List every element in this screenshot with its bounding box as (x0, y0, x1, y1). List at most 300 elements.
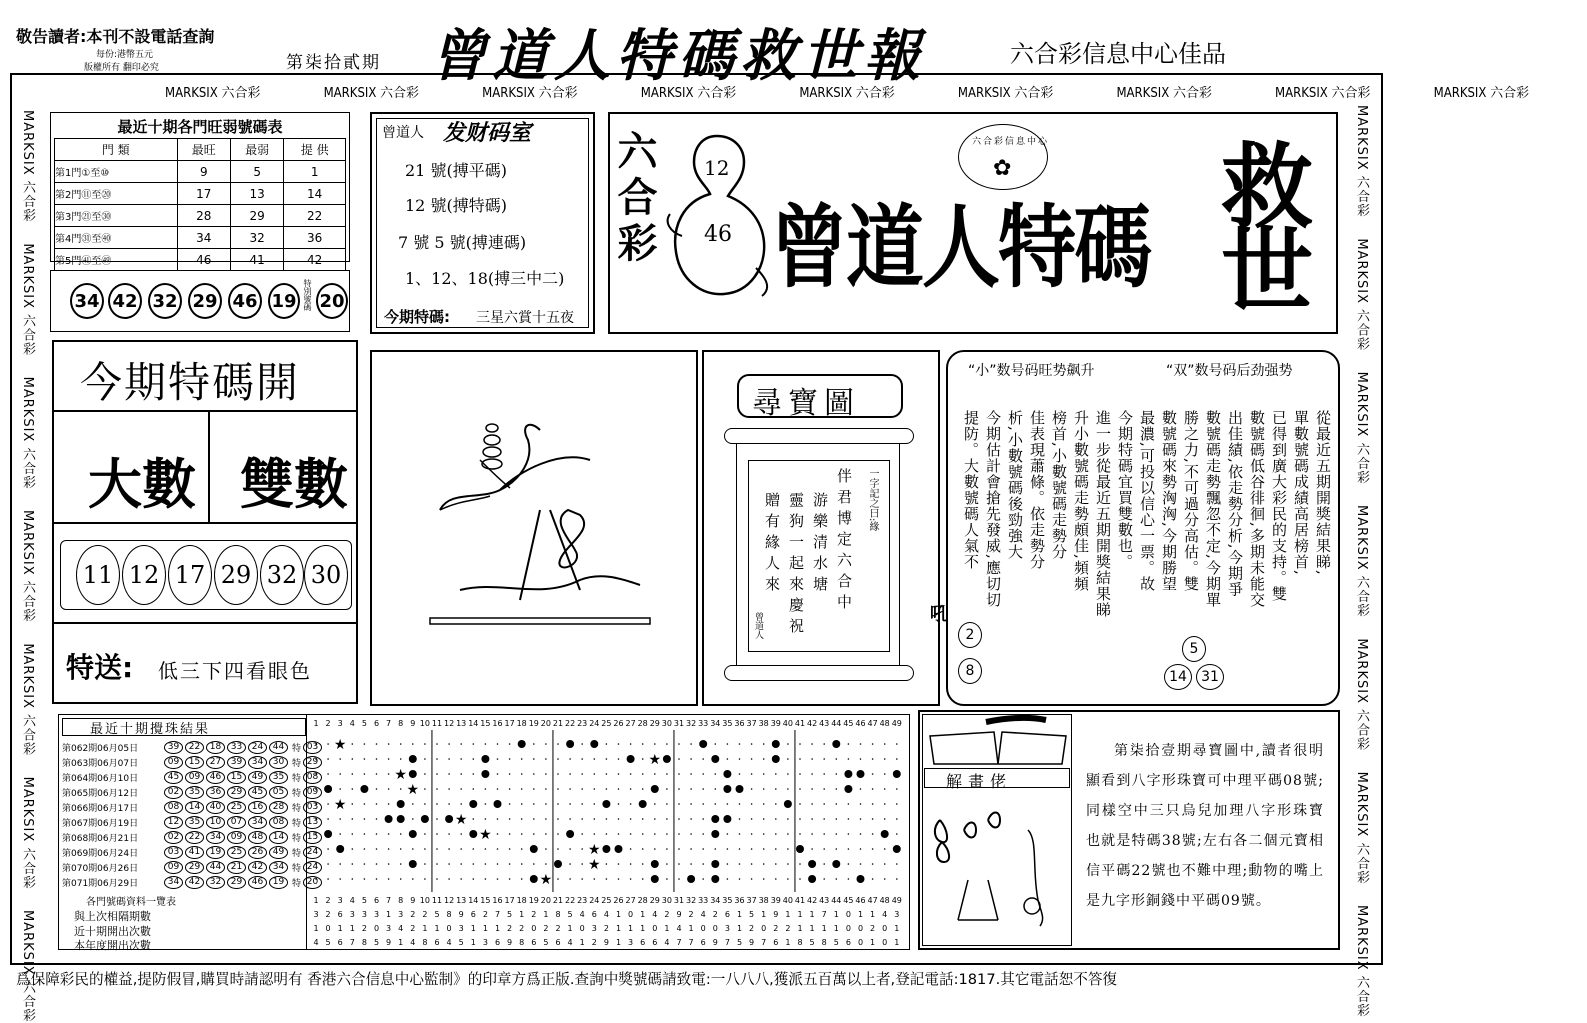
grid-column-number: 44 (831, 896, 842, 905)
footer-stat-value: 2 (507, 924, 513, 933)
stats-table-box (50, 112, 350, 267)
grid-column-number: 43 (819, 719, 830, 728)
drawn-number-dot (409, 860, 417, 868)
grid-column-number: 4 (349, 896, 355, 905)
results-footer-label: 與上次相隔期數 (74, 910, 151, 923)
draw-ball: 12 (164, 816, 183, 829)
grid-dot (436, 743, 438, 745)
analysis-circle-number: 8 (958, 658, 982, 684)
grid-column-number: 22 (565, 719, 576, 728)
grid-dot (884, 773, 886, 775)
grid-column-number: 35 (722, 719, 733, 728)
footer-stat-value: 1 (821, 924, 827, 933)
grid-dot (581, 743, 583, 745)
grid-column-number: 16 (492, 896, 503, 905)
grid-dot (569, 818, 571, 820)
special-star-icon: ★ (539, 872, 553, 888)
grid-column-number: 37 (746, 896, 757, 905)
strip-text: MARKSIX 六合彩 (1433, 86, 1530, 101)
draw-ball: 03 (164, 846, 183, 859)
grid-dot (763, 803, 765, 805)
open-number: 32 (260, 545, 304, 605)
table-row: 第3門㉑至㉚ 28 29 22 (55, 205, 346, 227)
analysis-column: 出佳績,依走勢分析,今期爭 (1226, 410, 1244, 598)
grid-dot (448, 878, 450, 880)
special-star-icon: ★ (588, 857, 601, 873)
draw-ball: 42 (248, 861, 267, 874)
footer-stat-value: 3 (591, 924, 597, 933)
special-mark: 特 (292, 788, 302, 799)
grid-dot (787, 863, 789, 865)
footer-stat-value: 2 (712, 910, 718, 919)
grid-dot (751, 803, 753, 805)
grid-dot (848, 863, 850, 865)
drawn-number-dot (711, 815, 719, 823)
footer-stat-value: 7 (688, 938, 694, 947)
grid-dot (860, 833, 862, 835)
grid-dot (751, 818, 753, 820)
grid-dot (400, 848, 402, 850)
footer-stat-value: 2 (664, 910, 670, 919)
footer-stat-value: 1 (422, 924, 428, 933)
grid-dot (872, 803, 874, 805)
crane-drawing (420, 400, 660, 640)
footer-stat-value: 0 (882, 924, 888, 933)
draw-row (62, 740, 324, 754)
grid-column-number: 6 (373, 896, 380, 905)
grid-dot (400, 863, 402, 865)
draw-label: 第062期06月05日 (62, 743, 139, 754)
grid-dot (727, 848, 729, 850)
grid-dot (618, 803, 620, 805)
grid-dot (521, 863, 523, 865)
grid-dot (533, 833, 535, 835)
grid-dot (581, 773, 583, 775)
special-mark: 特 (292, 773, 302, 784)
grid-dot (751, 848, 753, 850)
draw-label: 第070期06月26日 (62, 863, 139, 874)
footer-stat-value: 3 (361, 910, 367, 919)
grid-column-number: 9 (410, 719, 416, 728)
special-ball: 20 (316, 283, 348, 319)
footer-stat-value: 1 (615, 910, 622, 919)
drawn-number-dot (772, 755, 780, 763)
grid-dot (581, 848, 583, 850)
grid-dot (618, 818, 620, 820)
grid-dot (642, 848, 644, 850)
footer-stat-value: 5 (736, 938, 743, 947)
footer-stat-value: 3 (398, 910, 404, 919)
grid-dot (388, 833, 390, 835)
grid-dot (594, 803, 596, 805)
grid-dot (533, 758, 535, 760)
grid-dot (666, 833, 668, 835)
grid-dot (327, 848, 329, 850)
footer-stat-value: 0 (446, 924, 452, 933)
grid-dot (642, 788, 644, 790)
grid-dot (521, 878, 523, 880)
draw-special-ball: 08 (303, 771, 322, 784)
grid-dot (630, 803, 632, 805)
grid-dot (884, 863, 886, 865)
grid-column-number: 10 (419, 719, 430, 728)
grid-dot (630, 863, 632, 865)
grid-dot (678, 803, 680, 805)
grid-dot (557, 773, 559, 775)
tips-inner-line (376, 118, 589, 328)
masthead-title: 曾道人特碼救世報 (430, 23, 926, 89)
footer-stat-value: 1 (482, 924, 488, 933)
footer-stat-value: 1 (470, 938, 476, 947)
grid-dot (811, 758, 813, 760)
grid-column-number: 34 (710, 719, 721, 728)
grid-dot (739, 878, 741, 880)
result-ball: 34 (70, 283, 104, 319)
footer-stat-value: 4 (398, 924, 404, 933)
grid-dot (678, 878, 680, 880)
grid-dot (436, 818, 438, 820)
grid-dot (424, 803, 426, 805)
tips-line: 12 號(搏特碼) (405, 196, 507, 215)
grid-column-number: 19 (528, 719, 539, 728)
table-row: 第2門⑪至⑳ 17 13 14 (55, 183, 346, 205)
draw-ball: 34 (164, 876, 183, 889)
drawn-number-dot (844, 770, 852, 778)
drawn-number-dot (566, 740, 574, 748)
drawn-number-dot (723, 785, 731, 793)
grid-column-number: 19 (528, 896, 539, 905)
grid-dot (545, 833, 547, 835)
today-label: 今期特碼: (384, 308, 450, 326)
draw-ball: 36 (206, 786, 225, 799)
grid-dot (690, 743, 692, 745)
grid-column-number: 49 (891, 896, 902, 905)
footer-stat-value: 3 (724, 924, 730, 933)
strip-text: MARKSIX 六合彩 (323, 86, 420, 101)
footer-stat-value: 9 (676, 910, 682, 919)
footer-stat-value: 1 (349, 924, 355, 933)
footer-stat-value: 6 (845, 938, 851, 947)
footer-stat-value: 0 (700, 924, 706, 933)
footer-stat-value: 2 (603, 924, 609, 933)
grid-column-number: 1 (313, 719, 319, 728)
draw-ball: 19 (269, 876, 288, 889)
draw-label: 第068期06月21日 (62, 833, 139, 844)
footer-stat-value: 0 (579, 924, 585, 933)
grid-dot (497, 758, 499, 760)
grid-dot (702, 818, 704, 820)
draw-ball: 15 (185, 756, 204, 769)
grid-dot (448, 758, 450, 760)
grid-dot (376, 758, 378, 760)
logo-big-text: 曾道人特碼 (770, 195, 1151, 301)
grid-dot (739, 848, 741, 850)
grid-dot (388, 758, 390, 760)
footer-stat-value: 4 (603, 910, 609, 919)
grid-dot (702, 773, 704, 775)
grid-dot (581, 758, 583, 760)
grid-column-number: 24 (589, 896, 600, 905)
grid-dot (436, 773, 438, 775)
grid-dot (473, 818, 475, 820)
draw-ball: 22 (185, 741, 204, 754)
grid-dot (352, 773, 354, 775)
grid-dot (388, 863, 390, 865)
grid-dot (836, 788, 838, 790)
drawn-number-dot (481, 755, 489, 763)
grid-dot (352, 743, 354, 745)
footer-stat-value: 1 (797, 910, 803, 919)
grid-dot (557, 758, 559, 760)
grid-dot (836, 878, 838, 880)
grid-column-number: 23 (577, 719, 588, 728)
draw-special-ball: 24 (303, 861, 322, 874)
analysis-column: 榜首,小數號碼走勢分 (1050, 410, 1068, 560)
grid-dot (424, 788, 426, 790)
grid-column-number: 48 (879, 719, 890, 728)
analysis-column: 佳表現蕭條。依走勢分 (1028, 410, 1046, 570)
grid-dot (666, 788, 668, 790)
grid-column-number: 38 (758, 719, 769, 728)
footer-stat-value: 1 (870, 938, 876, 947)
grid-column-number: 3 (337, 719, 343, 728)
grid-dot (460, 788, 462, 790)
grid-dot (654, 848, 656, 850)
grid-dot (896, 788, 898, 790)
grid-dot (594, 833, 596, 835)
footer-stat-value: 0 (628, 910, 634, 919)
grid-dot (436, 833, 438, 835)
drawn-number-dot (772, 740, 780, 748)
grid-dot (642, 758, 644, 760)
draw-ball: 44 (206, 861, 225, 874)
grid-dot (787, 758, 789, 760)
strip-text: MARKSIX 六合彩 (1275, 86, 1371, 101)
special-star-icon: ★ (333, 737, 347, 753)
grid-column-number: 44 (831, 719, 842, 728)
drawn-number-dot (723, 815, 731, 823)
grid-dot (533, 773, 535, 775)
footer-stat-value: 9 (386, 938, 392, 947)
grid-dot (581, 818, 583, 820)
draw-ball: 25 (227, 846, 246, 859)
draw-ball: 30 (269, 756, 288, 769)
draw-ball: 24 (248, 741, 267, 754)
grid-column-number: 26 (613, 896, 624, 905)
footer-stat-value: 8 (555, 910, 561, 919)
footer-note: 爲保障彩民的權益,提防假冒,購買時請認明有 香港六合信息中心監制》的印章方爲正版.查詢中獎號碼請致電:一八八八,獲派五百萬以上者,登記電話:1817.其它電話恕不答復 (16, 971, 1118, 988)
draw-ball: 45 (248, 786, 267, 799)
grid-dot (630, 743, 632, 745)
grid-dot (896, 818, 898, 820)
grid-dot (787, 773, 789, 775)
footer-stat-value: 6 (555, 938, 561, 947)
grid-dot (690, 833, 692, 835)
grid-dot (473, 773, 475, 775)
draw-ball: 40 (206, 801, 225, 814)
grid-column-number: 29 (649, 719, 660, 728)
grid-dot (545, 743, 547, 745)
grid-dot (509, 833, 511, 835)
footer-stat-value: 6 (337, 910, 343, 919)
grid-dot (799, 758, 801, 760)
grid-dot (327, 743, 329, 745)
grid-dot (376, 878, 378, 880)
poem-line: 游樂清水塘 (811, 492, 829, 597)
footer-stat-value: 1 (434, 924, 440, 933)
drawn-number-dot (554, 860, 562, 868)
grid-dot (557, 878, 559, 880)
grid-dot (460, 878, 462, 880)
grid-dot (339, 773, 341, 775)
grid-dot (606, 878, 608, 880)
grid-dot (630, 878, 632, 880)
grid-dot (497, 878, 499, 880)
drawn-number-dot (590, 740, 598, 748)
draw-label: 第067期06月19日 (62, 818, 139, 829)
draw-ball: 22 (185, 831, 204, 844)
footer-stat-value: 1 (857, 910, 864, 919)
table-row: 第5門㊶至㊾ 46 41 42 (55, 249, 346, 271)
footer-stat-value: 1 (688, 924, 694, 933)
draw-special-ball: 13 (303, 816, 322, 829)
drawn-number-dot (397, 800, 405, 808)
grid-column-number: 42 (807, 719, 818, 728)
grid-dot (884, 818, 886, 820)
footer-stat-value: 6 (724, 910, 730, 919)
draw-ball: 34 (248, 756, 267, 769)
footer-stat-value: 9 (507, 938, 513, 947)
grid-dot (376, 743, 378, 745)
tips-author: 曾道人 (382, 125, 424, 141)
drawn-number-dot (711, 755, 719, 763)
grid-column-number: 13 (456, 719, 467, 728)
grid-dot (388, 743, 390, 745)
footer-stat-value: 1 (615, 938, 622, 947)
footer-stat-value: 8 (422, 938, 428, 947)
grid-dot (533, 788, 535, 790)
book-icon (926, 716, 1070, 768)
draw-ball: 32 (206, 876, 225, 889)
poem-line: 贈有緣人來 (763, 492, 781, 597)
grid-dot (775, 818, 777, 820)
drawn-number-dot (711, 830, 719, 838)
grid-dot (364, 848, 366, 850)
grid-dot (460, 773, 462, 775)
grid-dot (702, 863, 704, 865)
analysis-column: 單數號碼成績高居榜首, (1292, 410, 1310, 576)
grid-dot (388, 878, 390, 880)
footer-stat-value: 1 (519, 910, 525, 919)
grid-dot (811, 818, 813, 820)
grid-dot (448, 788, 450, 790)
even-label: 雙數 (240, 452, 348, 516)
grid-dot (799, 818, 801, 820)
grid-column-number: 27 (625, 896, 636, 905)
analysis-column: 今期估計會搶先發威,應切切 (984, 410, 1002, 608)
draw-label: 第065期06月12日 (62, 788, 139, 799)
special-mark: 特 (292, 833, 302, 844)
grid-column-number: 40 (782, 719, 793, 728)
grid-dot (642, 743, 644, 745)
grid-dot (497, 788, 499, 790)
grid-dot (811, 743, 813, 745)
grid-dot (799, 863, 801, 865)
grid-dot (666, 803, 668, 805)
footer-stat-value: 0 (325, 924, 331, 933)
grid-column-number: 10 (419, 896, 430, 905)
footer-stat-value: 6 (700, 938, 706, 947)
grid-column-number: 47 (867, 896, 878, 905)
open-number: 12 (122, 545, 166, 605)
grid-dot (533, 863, 535, 865)
grid-dot (884, 803, 886, 805)
grid-dot (448, 863, 450, 865)
grid-dot (485, 848, 487, 850)
footer-stat-value: 4 (313, 938, 319, 947)
divider (52, 622, 358, 624)
drawn-number-dot (832, 740, 840, 748)
explain-title: 解畫佬 (946, 772, 1013, 791)
drawn-number-dot (469, 800, 477, 808)
draw-row (62, 815, 324, 829)
draw-ball: 26 (248, 846, 267, 859)
footer-stat-value: 9 (603, 938, 609, 947)
draw-ball: 46 (206, 771, 225, 784)
draw-ball: 14 (269, 831, 288, 844)
footer-stat-value: 0 (857, 938, 864, 947)
grid-column-number: 41 (794, 896, 806, 905)
grid-dot (376, 863, 378, 865)
footer-stat-value: 5 (543, 938, 549, 947)
grid-dot (848, 758, 850, 760)
draw-label: 第064期06月10日 (62, 773, 139, 784)
drawn-number-dot (360, 785, 368, 793)
grid-dot (799, 878, 801, 880)
footer-stat-value: 6 (591, 910, 597, 919)
grid-column-number: 6 (373, 719, 380, 728)
open-number: 29 (214, 545, 258, 605)
grid-dot (630, 818, 632, 820)
grid-dot (896, 758, 898, 760)
grid-dot (763, 773, 765, 775)
grid-column-number: 8 (398, 719, 404, 728)
draw-row (62, 845, 324, 859)
drawn-number-dot (832, 860, 840, 868)
grid-dot (727, 833, 729, 835)
grid-dot (787, 848, 789, 850)
grid-dot (569, 788, 571, 790)
grid-dot (884, 878, 886, 880)
analysis-column: 進一步從最近五期開獎結果睇 (1094, 410, 1112, 618)
draw-ball: 49 (269, 846, 288, 859)
today-value: 三星六賞十五夜 (476, 310, 574, 326)
grid-dot (666, 773, 668, 775)
grid-dot (666, 848, 668, 850)
special-mark: 特 (292, 743, 302, 754)
analysis-column: 數號碼走勢飄忽不定,今期單 (1204, 410, 1222, 608)
grid-column-number: 25 (601, 896, 612, 905)
footer-stat-value: 5 (434, 910, 440, 919)
grid-dot (436, 803, 438, 805)
grid-dot (787, 743, 789, 745)
grid-dot (666, 743, 668, 745)
grid-dot (352, 758, 354, 760)
footer-stat-value: 1 (664, 924, 670, 933)
footer-stat-value: 0 (845, 924, 851, 933)
grid-column-number: 23 (577, 896, 588, 905)
grid-dot (654, 818, 656, 820)
